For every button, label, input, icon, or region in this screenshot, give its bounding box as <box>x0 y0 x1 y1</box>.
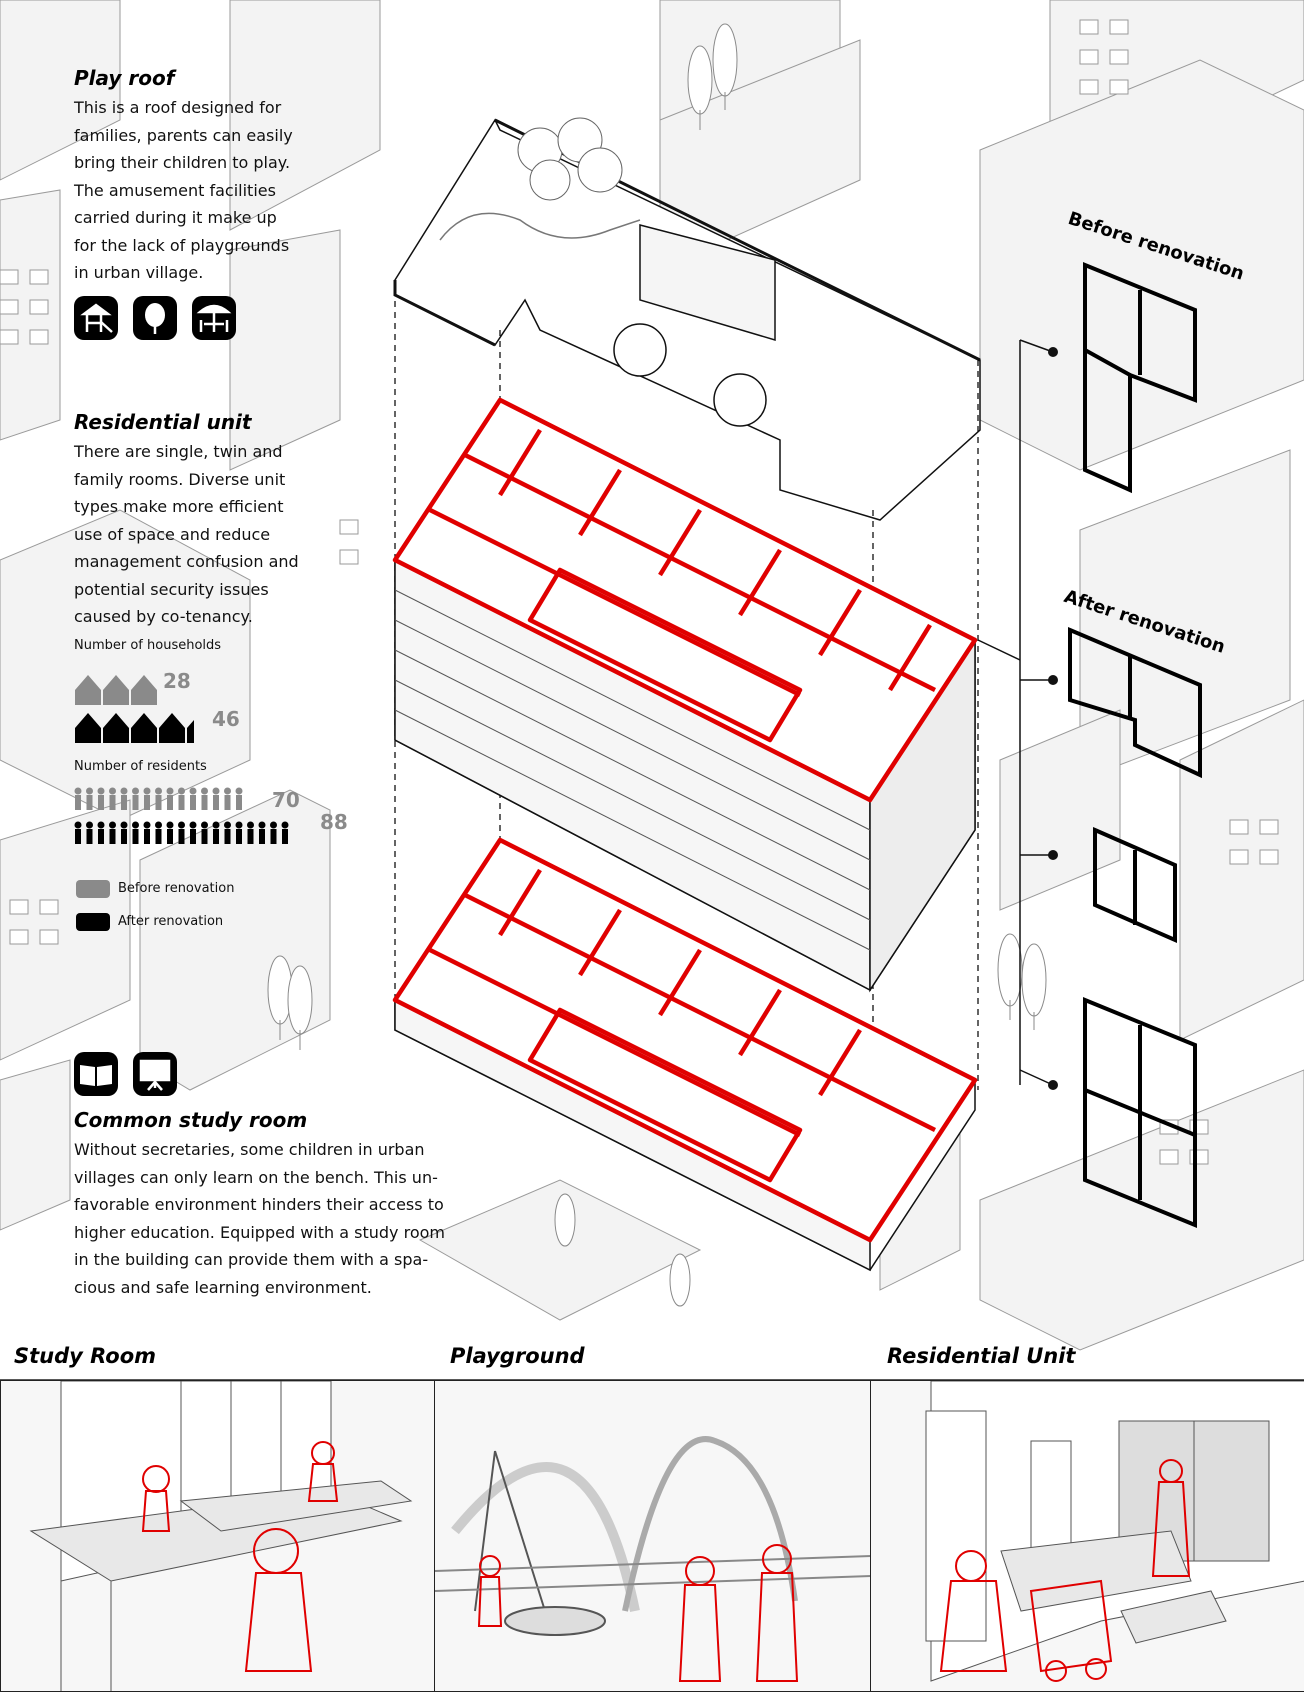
legend-after-label: After renovation <box>118 914 224 929</box>
resident-figure-icon <box>167 795 173 810</box>
study-room-line: villages can only learn on the bench. This un- <box>74 1167 438 1187</box>
study-room-line: favorable environment hinders their access to <box>74 1195 444 1214</box>
resident-figure-icon <box>179 829 185 844</box>
resident-figure-icon <box>155 788 162 795</box>
resident-figure-icon <box>236 788 243 795</box>
resident-figure-icon <box>144 795 150 810</box>
resident-figure-icon <box>178 788 185 795</box>
legend-after-swatch <box>76 913 110 931</box>
residential-unit-line: potential security issues <box>74 579 269 599</box>
residential-unit-description <box>74 438 374 631</box>
resident-figure-icon <box>190 822 197 829</box>
residents-after-count: 88 <box>320 810 348 834</box>
study-room-line: higher education. Equipped with a study room <box>74 1222 445 1242</box>
study-room-line: Without secretaries, some children in urban <box>74 1140 425 1159</box>
resident-figure-icon <box>110 795 116 810</box>
resident-figure-icon <box>75 788 82 795</box>
table-umbrella-icon <box>192 296 236 340</box>
book-icon <box>74 1052 118 1096</box>
resident-figure-icon <box>144 788 151 795</box>
resident-figure-icon <box>225 795 231 810</box>
resident-figure-icon <box>224 822 231 829</box>
resident-figure-icon <box>225 829 231 844</box>
after-renovation-label: After renovation <box>1061 586 1228 658</box>
before-renovation-label: Before renovation <box>1065 208 1247 285</box>
presentation-board-icon <box>133 1052 177 1096</box>
resident-figure-icon <box>282 829 288 844</box>
playground-slide-icon <box>74 296 118 340</box>
residential-unit-line: use of space and reduce <box>74 524 271 544</box>
resident-figure-icon <box>98 788 105 795</box>
play-roof-description <box>74 94 364 287</box>
resident-figure-icon <box>75 795 81 810</box>
households-label: Number of households <box>74 638 222 653</box>
resident-figure-icon <box>247 822 254 829</box>
resident-figure-icon <box>87 795 93 810</box>
resident-figure-icon <box>75 822 82 829</box>
residential-unit-section <box>74 410 374 631</box>
resident-figure-icon <box>121 795 127 810</box>
residential-unit-line: caused by co-tenancy. <box>74 607 253 626</box>
residential-unit-line: types make more efficient <box>74 497 284 516</box>
resident-figure-icon <box>271 829 277 844</box>
playground-panel <box>434 1380 872 1692</box>
resident-figure-icon <box>213 829 219 844</box>
tree-icon <box>133 296 177 340</box>
resident-figure-icon <box>75 829 81 844</box>
residential-unit-line: family rooms. Diverse unit <box>74 469 286 489</box>
resident-figure-icon <box>156 795 162 810</box>
play-roof-title: Play roof <box>74 66 175 90</box>
resident-figure-icon <box>236 829 242 844</box>
playground-panel-title: Playground <box>450 1344 585 1368</box>
study-room-illustration <box>1 1381 435 1691</box>
resident-figure-icon <box>213 795 219 810</box>
resident-figure-icon <box>270 822 277 829</box>
residential-illustration <box>871 1381 1304 1691</box>
residents-before-count: 70 <box>272 788 300 812</box>
residential-unit-title: Residential unit <box>74 410 252 434</box>
households-before-count: 28 <box>163 669 191 693</box>
resident-figure-icon <box>98 822 105 829</box>
legend-before-label: Before renovation <box>118 881 235 896</box>
playground-illustration <box>435 1381 871 1691</box>
residential-unit-line: There are single, twin and <box>74 442 283 461</box>
residential-panel-title: Residential Unit <box>887 1344 1076 1368</box>
play-roof-section <box>74 66 364 287</box>
households-after-count: 46 <box>212 707 240 731</box>
study-room-panel-title: Study Room <box>14 1344 157 1368</box>
resident-figure-icon <box>236 795 242 810</box>
play-roof-line: The amusement facilities <box>74 180 276 200</box>
resident-figure-icon <box>248 829 254 844</box>
resident-figure-icon <box>155 822 162 829</box>
resident-figure-icon <box>110 829 116 844</box>
resident-figure-icon <box>259 829 265 844</box>
residential-panel <box>870 1380 1304 1692</box>
residents-label: Number of residents <box>74 759 207 774</box>
resident-figure-icon <box>132 788 139 795</box>
resident-figure-icon <box>132 822 139 829</box>
resident-figure-icon <box>224 788 231 795</box>
resident-figure-icon <box>167 829 173 844</box>
resident-figure-icon <box>190 795 196 810</box>
study-room-description <box>74 1136 474 1301</box>
resident-figure-icon <box>133 829 139 844</box>
resident-figure-icon <box>190 829 196 844</box>
residential-unit-line: management confusion and <box>74 552 299 571</box>
resident-figure-icon <box>236 822 243 829</box>
resident-figure-icon <box>87 829 93 844</box>
study-room-section <box>74 1108 474 1301</box>
play-roof-line: in urban village. <box>74 263 204 282</box>
play-roof-line: This is a roof designed for <box>74 98 282 117</box>
resident-figure-icon <box>259 822 266 829</box>
resident-figure-icon <box>98 829 104 844</box>
study-room-panel <box>0 1380 436 1692</box>
resident-figure-icon <box>86 822 93 829</box>
resident-figure-icon <box>121 829 127 844</box>
resident-figure-icon <box>167 788 174 795</box>
resident-figure-icon <box>86 788 93 795</box>
study-room-title: Common study room <box>74 1108 308 1132</box>
resident-figure-icon <box>202 829 208 844</box>
resident-figure-icon <box>98 795 104 810</box>
resident-figure-icon <box>201 822 208 829</box>
resident-figure-icon <box>202 795 208 810</box>
resident-figure-icon <box>109 822 116 829</box>
resident-figure-icon <box>167 822 174 829</box>
resident-figure-icon <box>121 822 128 829</box>
study-room-line: cious and safe learning environment. <box>74 1277 372 1297</box>
play-roof-line: bring their children to play. <box>74 153 291 172</box>
play-roof-line: carried during it make up <box>74 208 277 227</box>
play-roof-line: for the lack of playgrounds <box>74 235 290 255</box>
resident-figure-icon <box>201 788 208 795</box>
resident-figure-icon <box>213 822 220 829</box>
resident-figure-icon <box>179 795 185 810</box>
resident-figure-icon <box>133 795 139 810</box>
resident-figure-icon <box>178 822 185 829</box>
legend-before-swatch <box>76 880 110 898</box>
resident-figure-icon <box>282 822 289 829</box>
resident-figure-icon <box>144 829 150 844</box>
resident-figure-icon <box>109 788 116 795</box>
resident-figure-icon <box>144 822 151 829</box>
resident-figure-icon <box>156 829 162 844</box>
play-roof-line: families, parents can easily <box>74 125 293 145</box>
resident-figure-icon <box>121 788 128 795</box>
resident-figure-icon <box>190 788 197 795</box>
resident-figure-icon <box>213 788 220 795</box>
study-room-line: in the building can provide them with a spa- <box>74 1250 429 1269</box>
